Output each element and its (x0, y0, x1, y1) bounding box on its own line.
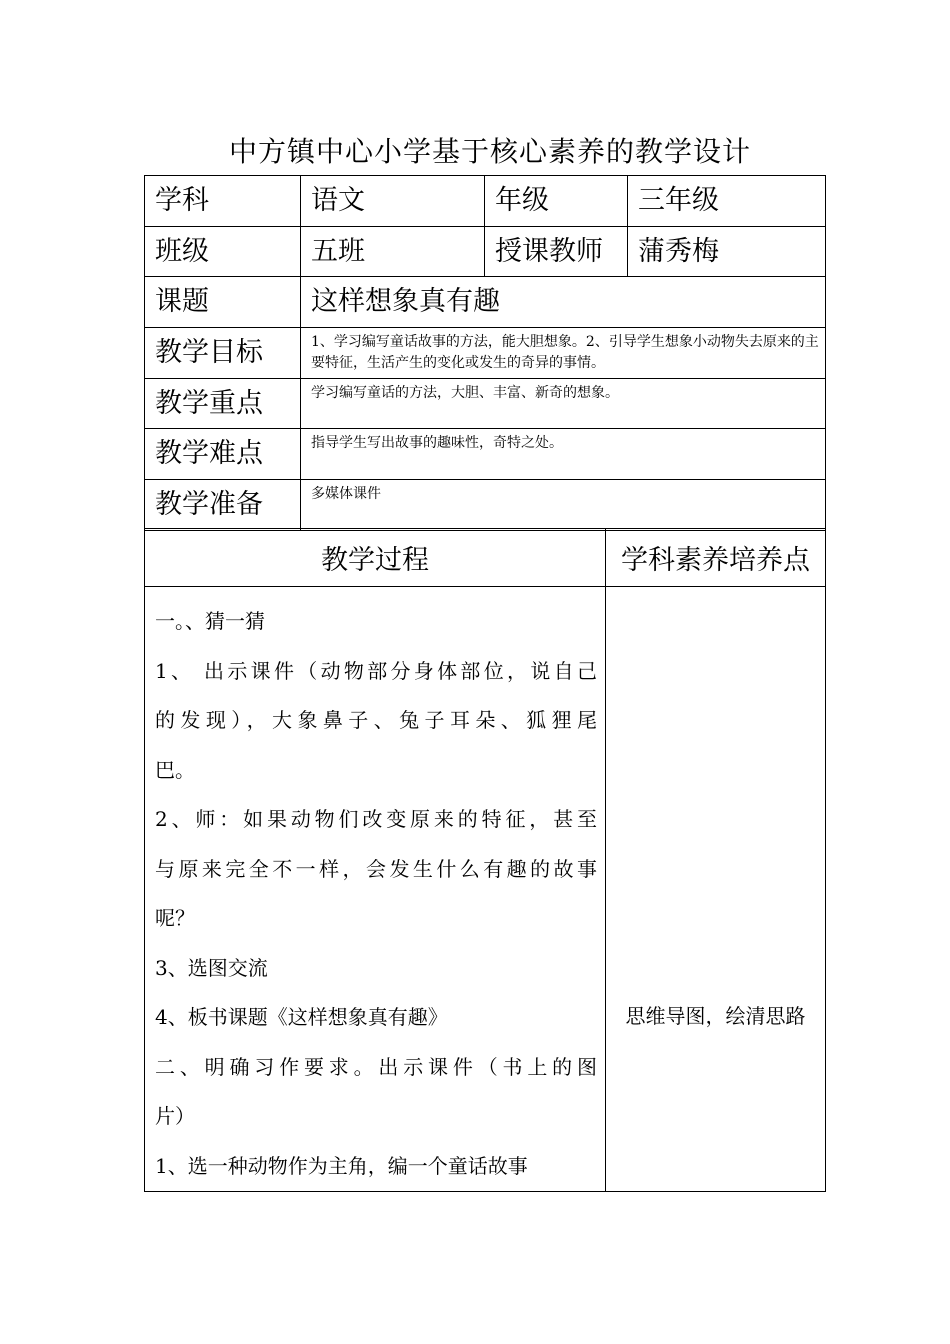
process-line: 2、师：如果动物们改变原来的特征，甚至 (155, 807, 597, 831)
subject-label: 学科 (145, 176, 301, 227)
goals-value: 1、学习编写童话故事的方法，能大胆想象。2、引导学生想象小动物失去原来的主要特征，生活产生的变化或发生的奇异的事情。 (301, 328, 826, 379)
process-line: 片） (155, 1104, 195, 1128)
process-line: 二、明确习作要求。出示课件（书上的图 (155, 1054, 597, 1079)
teacher-value: 蒲秀梅 (628, 226, 826, 277)
class-label: 班级 (145, 226, 301, 277)
keypoints-value: 学习编写童话的方法，大胆、丰富、新奇的想象。 (301, 378, 826, 429)
process-line: 3、选图交流 (155, 955, 268, 980)
lesson-info-table (144, 175, 826, 531)
grade-value: 三年级 (628, 176, 826, 227)
literacy-note: 思维导图，绘清思路 (606, 587, 826, 1192)
process-line: 呢？ (155, 906, 195, 930)
process-header: 教学过程 (145, 529, 606, 587)
table-row (145, 176, 826, 227)
process-line: 一。、猜一猜 (155, 609, 265, 633)
table-row (145, 429, 826, 480)
difficulty-label: 教学难点 (145, 429, 301, 480)
prep-label: 教学准备 (145, 480, 301, 531)
goals-label: 教学目标 (145, 328, 301, 379)
table-row (145, 328, 826, 379)
process-content (145, 587, 606, 1192)
process-line: 与原来完全不一样，会发生什么有趣的故事 (155, 856, 597, 881)
table-row (145, 378, 826, 429)
difficulty-value: 指导学生写出故事的趣味性，奇特之处。 (301, 429, 826, 480)
teaching-process-table (144, 528, 826, 1192)
prep-value: 多媒体课件 (301, 480, 826, 531)
literacy-header: 学科素养培养点 (606, 529, 826, 587)
page-title: 中方镇中心小学基于核心素养的教学设计 (228, 135, 751, 168)
topic-label: 课题 (145, 277, 301, 328)
class-value: 五班 (301, 226, 485, 277)
teacher-label: 授课教师 (485, 226, 628, 277)
table-row (145, 587, 826, 1192)
process-line: 的发现），大象鼻子、兔子耳朵、狐狸尾 (155, 708, 597, 732)
keypoints-label: 教学重点 (145, 378, 301, 429)
grade-label: 年级 (485, 176, 628, 227)
topic-value: 这样想象真有趣 (301, 277, 826, 328)
subject-value: 语文 (301, 176, 485, 227)
process-line: 1、选一种动物作为主角，编一个童话故事 (155, 1153, 528, 1178)
table-row (145, 226, 826, 277)
process-line: 4、板书课题《这样想象真有趣》 (155, 1005, 448, 1029)
process-line: 1、 出示课件（动物部分身体部位，说自己 (155, 658, 597, 683)
table-row (145, 277, 826, 328)
table-row (145, 529, 826, 587)
process-line: 巴。 (155, 757, 195, 782)
table-row (145, 480, 826, 531)
